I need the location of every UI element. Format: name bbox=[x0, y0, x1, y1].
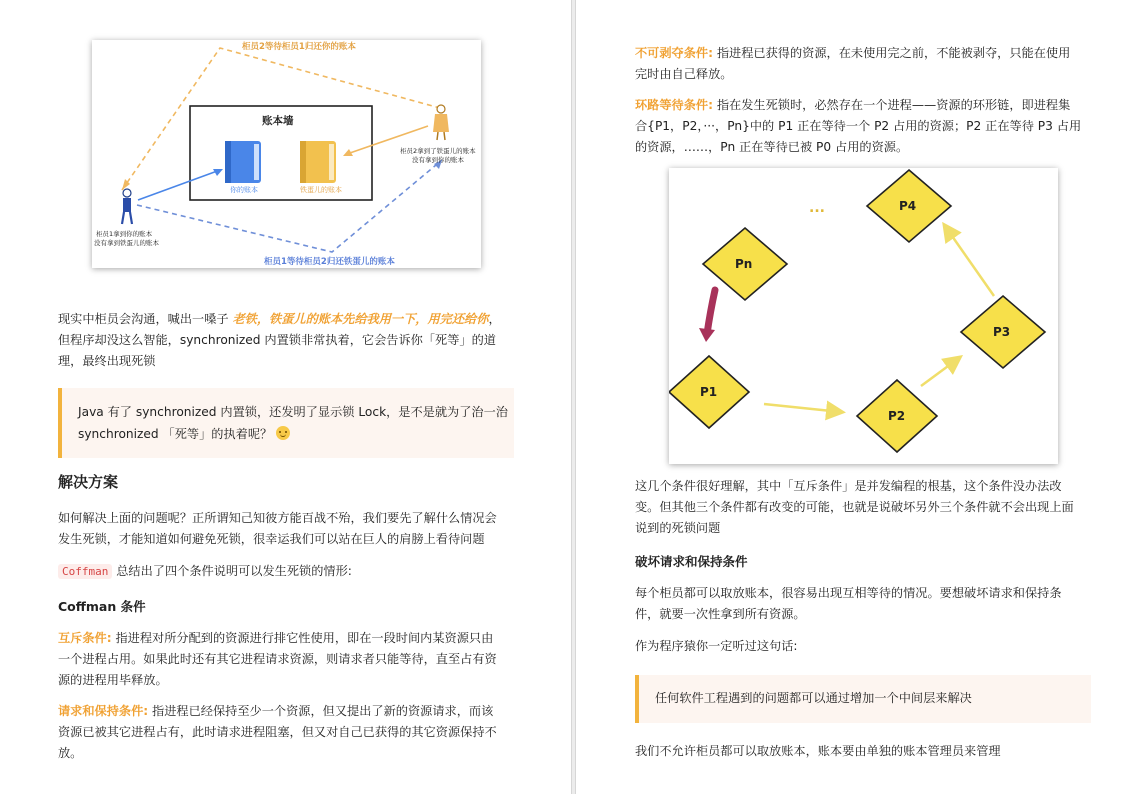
yellow-book-label: 铁蛋儿的账本 bbox=[300, 186, 342, 194]
node-p3 bbox=[961, 296, 1045, 368]
node-p2 bbox=[857, 380, 937, 452]
para4-line3: 说到的死锁问题 bbox=[635, 521, 721, 535]
para4-line1: 这几个条件很好理解，其中「互斥条件」是并发编程的根基，这个条件没办法改 bbox=[635, 479, 1062, 493]
para2-line2: 发生死锁，才能知道如何避免死锁，很幸运我们可以站在巨人的肩膀上看待问题 bbox=[58, 532, 485, 546]
blockquote-middle-layer bbox=[635, 675, 1091, 723]
cond3-label: 不可剥夺条件: bbox=[635, 46, 713, 60]
arrow-p1-p2 bbox=[764, 404, 841, 412]
cycle-ellipsis: ... bbox=[809, 200, 825, 216]
wall-title: 账本墙 bbox=[262, 115, 294, 127]
cond1-line1: 指进程对所分配到的资源进行排它性使用，即在一段时间内某资源只由 bbox=[111, 631, 494, 645]
ledger-wall-figure bbox=[92, 40, 481, 268]
node-p1 bbox=[669, 356, 749, 428]
quote1-line2: synchronized 「死等」的执着呢？ bbox=[78, 427, 273, 441]
condition-circular-wait bbox=[635, 95, 1095, 158]
clerk2-caption-1: 柜员2拿到了铁蛋儿的账本 bbox=[400, 147, 476, 155]
node-p4 bbox=[867, 170, 951, 242]
paragraph-coffman bbox=[58, 561, 518, 582]
arrow-pn-p1 bbox=[707, 290, 715, 334]
blockquote-lock bbox=[58, 388, 514, 458]
condition-mutual-exclusion bbox=[58, 628, 518, 691]
heading-solution: 解决方案 bbox=[58, 473, 119, 491]
arrow-p3-p4 bbox=[945, 226, 994, 296]
clerk1-icon bbox=[122, 189, 132, 224]
clerk2-caption-2: 没有拿到你的账本 bbox=[412, 156, 464, 164]
node-p2-label: P2 bbox=[888, 409, 906, 423]
circular-wait-figure bbox=[669, 168, 1058, 464]
cond3-line2: 完时由自己释放。 bbox=[635, 67, 733, 81]
para1-emphasis: 老铁，铁蛋儿的账本先给我用一下，用完还给你 bbox=[232, 312, 489, 326]
cond4-line2: 合{P1，P2，···，Pn}中的 P1 正在等待一个 P2 占用的资源；P2 正在等待 P3 占用 bbox=[635, 119, 1082, 133]
node-pn-label: Pn bbox=[735, 257, 753, 271]
para5-line1: 每个柜员都可以取放账本，很容易出现互相等待的情况。要想破坏请求和保持条 bbox=[635, 586, 1062, 600]
para2-line1: 如何解决上面的问题呢？正所谓知己知彼方能百战不殆，我们要先了解什么情况会 bbox=[58, 511, 497, 525]
condition-no-preemption bbox=[635, 43, 1095, 85]
cond1-line2: 一个进程占用。如果此时还有其它进程请求资源，则请求者只能等待，直至占有资 bbox=[58, 652, 497, 666]
node-p4-label: P4 bbox=[899, 199, 917, 213]
quote2-text: 任何软件工程遇到的问题都可以通过增加一个中间层来解决 bbox=[655, 691, 972, 705]
quote1-line1: Java 有了 synchronized 内置锁，还发明了显示锁 Lock，是不是就为了治一治 bbox=[78, 405, 508, 419]
para1-line2: 但程序却没这么智能，synchronized 内置锁非常执着，它会告诉你「死等」的道 bbox=[58, 333, 496, 347]
cond2-line1: 指进程已经保持至少一个资源，但又提出了新的资源请求，而该 bbox=[148, 704, 494, 718]
paragraph-programmer-saying: 作为程序猿你一定听过这句话: bbox=[635, 639, 798, 653]
cond2-label: 请求和保持条件: bbox=[58, 704, 149, 718]
clerk2-icon bbox=[433, 105, 449, 140]
para5-line2: 件，就要一次性拿到所有资源。 bbox=[635, 607, 806, 621]
node-p1-label: P1 bbox=[700, 385, 718, 399]
arrow-pn-p1-head bbox=[699, 328, 715, 342]
right-page bbox=[576, 0, 1142, 794]
blue-book-icon bbox=[225, 141, 261, 183]
clerk1-caption-2: 没有拿到铁蛋儿的账本 bbox=[94, 239, 159, 247]
paragraph-break-hold-wait bbox=[635, 583, 1095, 625]
cond4-label: 环路等待条件: bbox=[635, 98, 713, 112]
heading-coffman-conditions: Coffman 条件 bbox=[58, 599, 146, 614]
paragraph-conditions-summary bbox=[635, 476, 1095, 539]
cond4-line3: 的资源，……，Pn 正在等待已被 P0 占用的资源。 bbox=[635, 140, 909, 154]
paragraph-how-to-solve bbox=[58, 508, 518, 550]
arrow-p2-p3 bbox=[921, 358, 959, 386]
bottom-wait-label: 柜员1等待柜员2归还铁蛋儿的账本 bbox=[264, 257, 395, 267]
para1-text-b: ， bbox=[488, 312, 501, 326]
paragraph-real-world bbox=[58, 309, 518, 372]
cond1-label: 互斥条件: bbox=[58, 631, 112, 645]
clerk1-caption-1: 柜员1拿到你的账本 bbox=[96, 230, 153, 238]
node-p3-label: P3 bbox=[993, 325, 1011, 339]
condition-hold-and-wait bbox=[58, 701, 518, 764]
heading-break-hold-wait: 破坏请求和保持条件 bbox=[635, 554, 748, 569]
cond2-line3: 放。 bbox=[58, 746, 83, 760]
ledger-wall-svg bbox=[92, 40, 481, 268]
top-wait-label: 柜员2等待柜员1归还你的账本 bbox=[242, 42, 356, 52]
circular-wait-svg bbox=[669, 168, 1058, 464]
cond3-line1: 指进程已获得的资源，在未使用完之前，不能被剥夺，只能在使用 bbox=[713, 46, 1071, 60]
blue-book-label: 你的账本 bbox=[230, 186, 258, 194]
para1-line3: 理，最终出现死锁 bbox=[58, 354, 156, 368]
cond4-line1: 指在发生死锁时，必然存在一个进程——资源的环形链，即进程集 bbox=[713, 98, 1071, 112]
cond2-line2: 资源已被其它进程占有，此时请求进程阻塞，但又对自己已获得的其它资源保持不 bbox=[58, 725, 497, 739]
para3-text: 总结出了四个条件说明可以发生死锁的情形: bbox=[112, 564, 352, 578]
smirk-emoji-icon bbox=[276, 426, 290, 440]
cond1-line3: 源的进程用毕释放。 bbox=[58, 673, 168, 687]
paragraph-ledger-manager: 我们不允许柜员都可以取放账本，账本要由单独的账本管理员来管理 bbox=[635, 744, 1001, 758]
para1-text-a: 现实中柜员会沟通，喊出一嗓子 bbox=[58, 312, 233, 326]
yellow-book-icon bbox=[300, 141, 336, 183]
coffman-inline-code: Coffman bbox=[58, 564, 112, 579]
para4-line2: 变。但其他三个条件都有改变的可能，也就是说破坏另外三个条件就不会出现上面 bbox=[635, 500, 1074, 514]
